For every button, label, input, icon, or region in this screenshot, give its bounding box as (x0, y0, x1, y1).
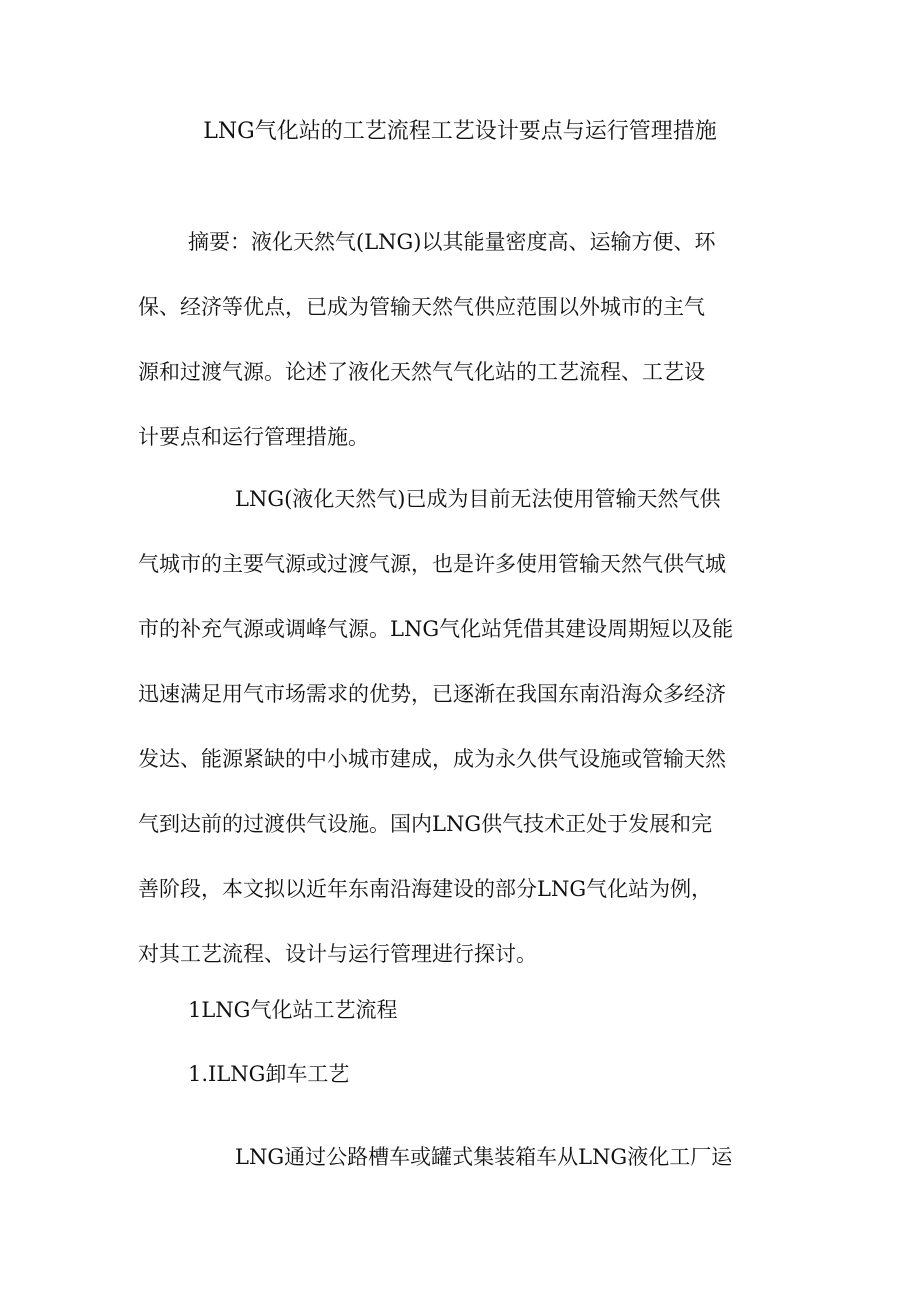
section-paragraph (138, 1125, 784, 1190)
abstract-paragraph (138, 210, 784, 470)
subsection-heading: 1.ILNG卸车工艺 (188, 1062, 350, 1086)
abstract-line: 摘要：液化天然气(LNG)以其能量密度高、运输方便、环 (188, 230, 716, 254)
intro-line: 发达、能源紧缺的中小城市建成，成为永久供气设施或管输天然 (138, 747, 726, 771)
abstract-line: 源和过渡气源。论述了液化天然气气化站的工艺流程、工艺设 (138, 360, 705, 384)
abstract-line: 计要点和运行管理措施。 (138, 425, 369, 449)
section-heading: 1LNG气化站工艺流程 (188, 998, 398, 1022)
intro-paragraph (138, 467, 784, 987)
intro-line: 对其工艺流程、设计与运行管理进行探讨。 (138, 942, 537, 966)
section-paragraph-line: LNG通过公路槽车或罐式集装箱车从LNG液化工厂运 (235, 1145, 733, 1169)
intro-line: 善阶段，本文拟以近年东南沿海建设的部分LNG气化站为例， (138, 877, 713, 901)
intro-line: 迅速满足用气市场需求的优势，已逐渐在我国东南沿海众多经济 (138, 682, 726, 706)
intro-line: 气到达前的过渡供气设施。国内LNG供气技术正处于发展和完 (138, 812, 713, 836)
intro-line: LNG(液化天然气)已成为目前无法使用管输天然气供 (235, 487, 721, 511)
intro-line: 市的补充气源或调峰气源。LNG气化站凭借其建设周期短以及能 (138, 617, 734, 641)
document-title: LNG气化站的工艺流程工艺设计要点与运行管理措施 (203, 119, 717, 144)
abstract-line: 保、经济等优点，已成为管输天然气供应范围以外城市的主气 (138, 295, 705, 319)
intro-line: 气城市的主要气源或过渡气源，也是许多使用管输天然气供气城 (138, 552, 726, 576)
